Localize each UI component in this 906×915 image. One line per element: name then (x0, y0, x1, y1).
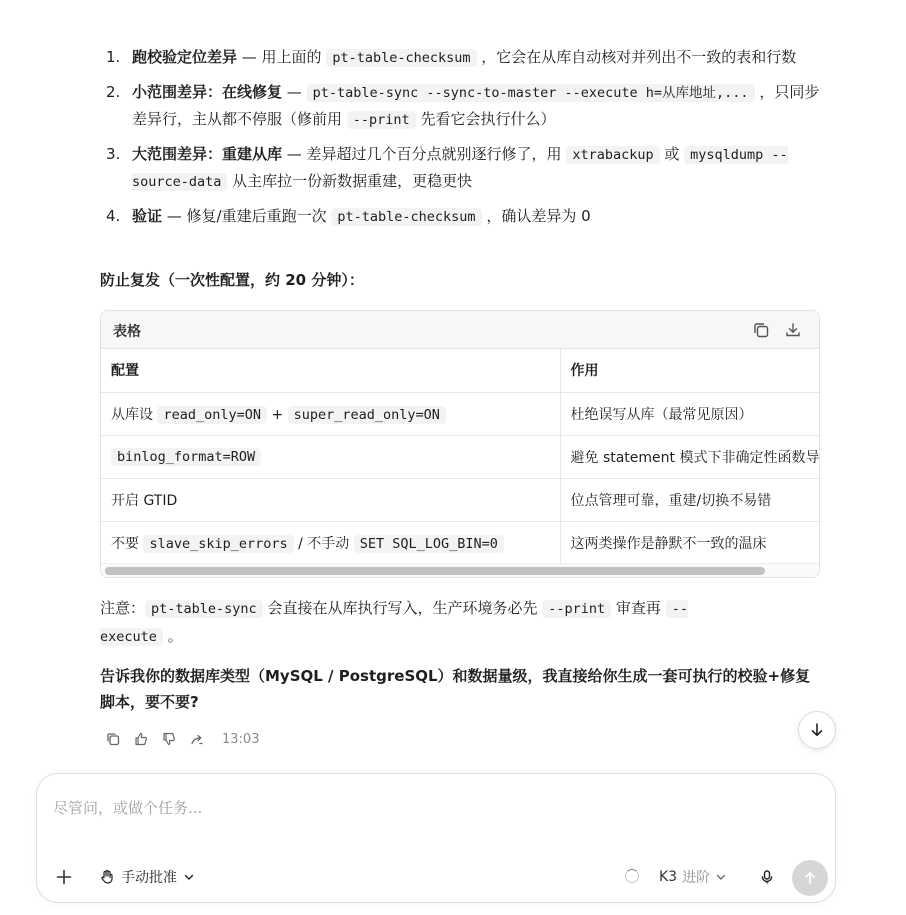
table-row (101, 521, 819, 564)
composer (36, 773, 836, 903)
note-code: --print (542, 600, 611, 618)
step-item (100, 203, 820, 230)
step-title: 小范围差异：在线修复 (132, 83, 283, 101)
step-number: 1. (106, 48, 121, 66)
step-code: pt-table-checksum (326, 49, 476, 67)
table-header-row (101, 349, 819, 392)
note-prefix: 注意： (100, 599, 146, 617)
cell-code: slave_skip_errors (143, 535, 293, 553)
scrollbar-thumb[interactable] (105, 567, 765, 575)
table-card (100, 310, 820, 578)
step-text: 或 (659, 145, 685, 163)
step-text: 先看它会执行什么） (415, 110, 556, 128)
step-title: 跑校验定位差异 (132, 48, 238, 66)
step-text: ，它会在从库自动核对并列出不一致的表和行数 (476, 48, 797, 66)
step-number: 4. (106, 207, 121, 225)
cell-text: 从库设 (111, 406, 158, 423)
table-cell (101, 392, 560, 435)
scroll-to-bottom-button[interactable] (798, 711, 836, 749)
step-text: ，只同步差异行，主从都不停服（修前用 (132, 83, 820, 128)
note-text: 。 (162, 627, 183, 645)
table-cell: 避免 statement 模式下非确定性函数导 (560, 435, 819, 478)
microphone-icon (759, 869, 775, 885)
microphone-button[interactable] (756, 866, 778, 888)
plus-icon (55, 868, 73, 886)
table-cell (101, 435, 560, 478)
thumbs-up-icon[interactable] (132, 730, 150, 748)
step-code: --print (347, 111, 416, 129)
step-item (100, 141, 820, 195)
closing-question: 告诉我你的数据库类型（MySQL / PostgreSQL）和数据量级，我直接给你生成一套可执行的校验+修复脚本，要不要? (100, 667, 811, 711)
message-timestamp: 13:03 (222, 731, 260, 747)
cell-text: + (267, 406, 288, 423)
step-text: — 用上面的 (237, 48, 327, 66)
table-cell (101, 521, 560, 564)
section-title: 防止复发（一次性配置，约 20 分钟）： (100, 271, 364, 289)
table-cell: 开启 GTID (101, 478, 560, 521)
steps-list (100, 44, 820, 238)
thumbs-down-icon[interactable] (160, 730, 178, 748)
table-cell: 位点管理可靠，重建/切换不易错 (560, 478, 819, 521)
table-title: 表格 (113, 324, 141, 340)
note-text: 会直接在从库执行写入，生产环境务必先 (262, 599, 543, 617)
step-text: — 修复/重建后重跑一次 (162, 207, 332, 225)
manual-approve-dropdown[interactable] (99, 866, 195, 888)
step-item (100, 44, 820, 71)
arrow-down-icon (808, 721, 826, 739)
copy-icon[interactable] (104, 730, 122, 748)
model-name: K3 (659, 869, 678, 885)
copy-icon[interactable] (751, 320, 771, 340)
chevron-down-icon (183, 871, 195, 883)
model-selector[interactable] (659, 866, 727, 888)
horizontal-scrollbar[interactable] (101, 563, 819, 577)
cell-text: / 不手动 (293, 535, 354, 552)
cell-code: SET SQL_LOG_BIN=0 (354, 535, 504, 553)
table-header-cell: 配置 (101, 349, 560, 392)
table-cell: 杜绝误写从库（最常见原因） (560, 392, 819, 435)
step-code: pt-table-checksum (331, 208, 481, 226)
cell-text: 不要 (111, 535, 144, 552)
arrow-up-icon (802, 870, 818, 886)
note-text: 审查再 (611, 599, 666, 617)
chevron-down-icon (715, 871, 727, 883)
add-attachment-button[interactable] (53, 866, 75, 888)
hand-icon (99, 869, 115, 885)
step-text: 从主库拉一份新数据重建，更稳更快 (227, 172, 473, 190)
note-code: --execute (100, 601, 688, 645)
loading-spinner-icon (625, 869, 639, 883)
step-title: 大范围差异：重建从库 (132, 145, 283, 163)
table-header-bar (101, 311, 819, 349)
table-scroll-area[interactable] (101, 349, 819, 577)
step-text: — (282, 83, 307, 101)
cell-code: read_only=ON (157, 406, 267, 424)
step-title: 验证 (132, 207, 163, 225)
step-number: 2. (106, 83, 121, 101)
model-mode: 进阶 (682, 870, 711, 886)
step-code: mysqldump --source-data (132, 147, 788, 190)
table-row (101, 478, 819, 521)
download-icon[interactable] (783, 320, 803, 340)
cell-code: super_read_only=ON (288, 406, 446, 424)
cell-code: binlog_format=ROW (111, 448, 261, 466)
message-actions (104, 730, 259, 748)
table-row (101, 392, 819, 435)
table-cell: 这两类操作是静默不一致的温床 (560, 521, 819, 564)
table-header-cell: 作用 (560, 349, 819, 392)
send-button[interactable] (792, 860, 828, 896)
approve-label: 手动批准 (121, 870, 177, 886)
step-code: pt-table-sync --sync-to-master --execute h=从库地址,... (307, 84, 755, 102)
note-paragraph (100, 595, 740, 651)
table-row (101, 435, 819, 478)
share-icon[interactable] (188, 730, 206, 748)
step-text: ，确认差异为 0 (481, 207, 591, 225)
step-code: xtrabackup (566, 146, 659, 164)
step-item (100, 79, 820, 133)
chat-input[interactable] (53, 788, 813, 828)
step-number: 3. (106, 145, 121, 163)
note-code: pt-table-sync (145, 600, 263, 618)
config-table (101, 349, 819, 565)
step-text: — 差异超过几个百分点就别逐行修了，用 (282, 145, 567, 163)
